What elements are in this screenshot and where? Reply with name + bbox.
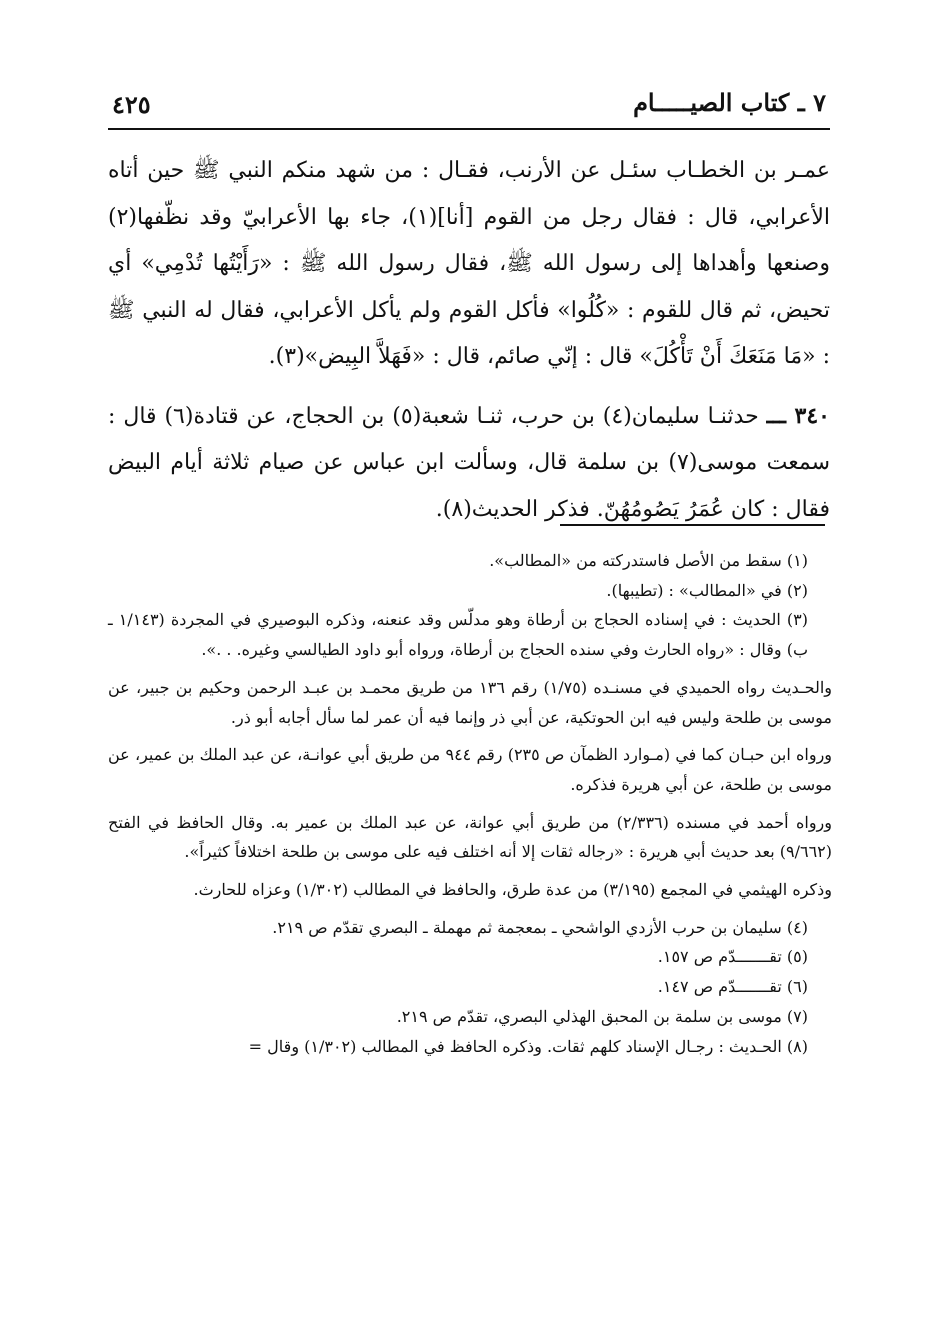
footnote-5: (٥) تقـــــــدّم ص ١٥٧.	[657, 947, 808, 967]
footnote-2: (٢) في «المطالب» : (تطيبها).	[606, 580, 808, 600]
footnote-3-continuation-1: والحـديث رواه الحميدي في مسنـده (١/٧٥) رقم ١٣٦ من طريق محمـد بن عبـد الرحمن وحكيم بن جبير، عن موسى بن طلحة وليس فيه ابن الحوتكية، عن أبي ذر وإنما فيه أن عمر لما سأل أجابه أبو ذر.	[108, 677, 832, 727]
footnote-6: (٦) تقـــــــدّم ص ١٤٧.	[657, 977, 808, 997]
main-text	[108, 148, 830, 533]
footnotes	[108, 546, 832, 1061]
hadith-text: حدثنـا سليمان(٤) بن حرب، ثنـا شعبة(٥) بن الحجاج، عن قتادة(٦) قال : سمعت موسى(٧) بن سلمة قال، وسألت ابن عباس عن صيام ثلاثة أيام البيض فقال : كان عُمَرُ يَصُومُهُنّ. فذكر الحديث(٨).	[108, 403, 831, 522]
footnote-3-continuation-4: وذكره الهيثمي في المجمع (٣/١٩٥) من عدة طرق، والحافظ في المطالب (١/٣٠٢) وعزاه للحارث.	[193, 880, 832, 900]
footnote-3-continuation-3: ورواه أحمد في مسنده (٢/٣٣٦) من طريق أبي عوانة، عن عبد الملك بن عمير به. وقال الحافظ في الفتح (٩/٦٦٢) بعد حديث أبي هريرة : «رجاله ثقات إلا أنه اختلف فيه على موسى بن طلحة اختلافاً كثيراً».	[108, 812, 833, 862]
page-number: ٤٢٥	[112, 90, 151, 119]
footnote-1: (١) سقط من الأصل فاستدركته من «المطالب».	[489, 551, 808, 570]
footnote-7: (٧) موسى بن سلمة بن المحبق الهذلي البصري، تقدّم ص ٢١٩.	[396, 1006, 808, 1026]
main-paragraph-2	[108, 393, 830, 534]
footnote-4: (٤) سليمان بن حرب الأزدي الواشحي ـ بمعجمة ثم مهملة ـ البصري تقدّم ص ٢١٩.	[272, 917, 808, 937]
hadith-number: ٣٤٠ ـــ	[766, 402, 830, 429]
main-paragraph-1: عمـر بن الخطـاب سئـل عن الأرنب، فقـال : من شهد منكم النبي ﷺ حين أتاه الأعرابي، قال : فقال رجل من القوم [أنا](١)، جاء بها الأعرابيّ وقد نظّفها(٢) وصنعها وأهداها إلى رسول الله ﷺ، فقال رسول الله ﷺ : «رَأَيْتُها تُدْمِي» أي تحيض، ثم قال للقوم : «كُلُوا» فأكل القوم ولم يأكل الأعرابي، فقال له النبي ﷺ : «مَا مَنَعَكَ أَنْ تَأْكُلَ» قال : إنّي صائم، قال : «فَهَلاَّ البِيض»(٣).	[108, 158, 830, 369]
footnote-separator	[560, 524, 825, 526]
footnote-8: (٨) الحـديث : رجـال الإسناد كلهم ثقات. وذكره الحافظ في المطالب (١/٣٠٢) وقال =	[248, 1036, 808, 1056]
footnote-3: (٣) الحديث : في إسناده الحجاج بن أرطاة وهو مدلّس وقد عنعنه، وذكره البوصيري في المجردة (١/١٤٣ ـ ب) وقال : «رواه الحارث وفي سنده الحجاج بن أرطاة، ورواه أبو داود الطيالسي وغيره. . .».	[108, 610, 809, 660]
footnote-3-continuation-2: ورواه ابن حبـان كما في (مـوارد الظمآن ص ٢٣٥) رقم ٩٤٤ من طريق أبي عوانـة، عن عبد الملك بن عمير، عن موسى بن طلحة، عن أبي هريرة فذكره.	[108, 745, 833, 794]
page-header	[108, 86, 830, 130]
chapter-title: ٧ ـ كتاب الصيـــــام	[633, 88, 826, 117]
